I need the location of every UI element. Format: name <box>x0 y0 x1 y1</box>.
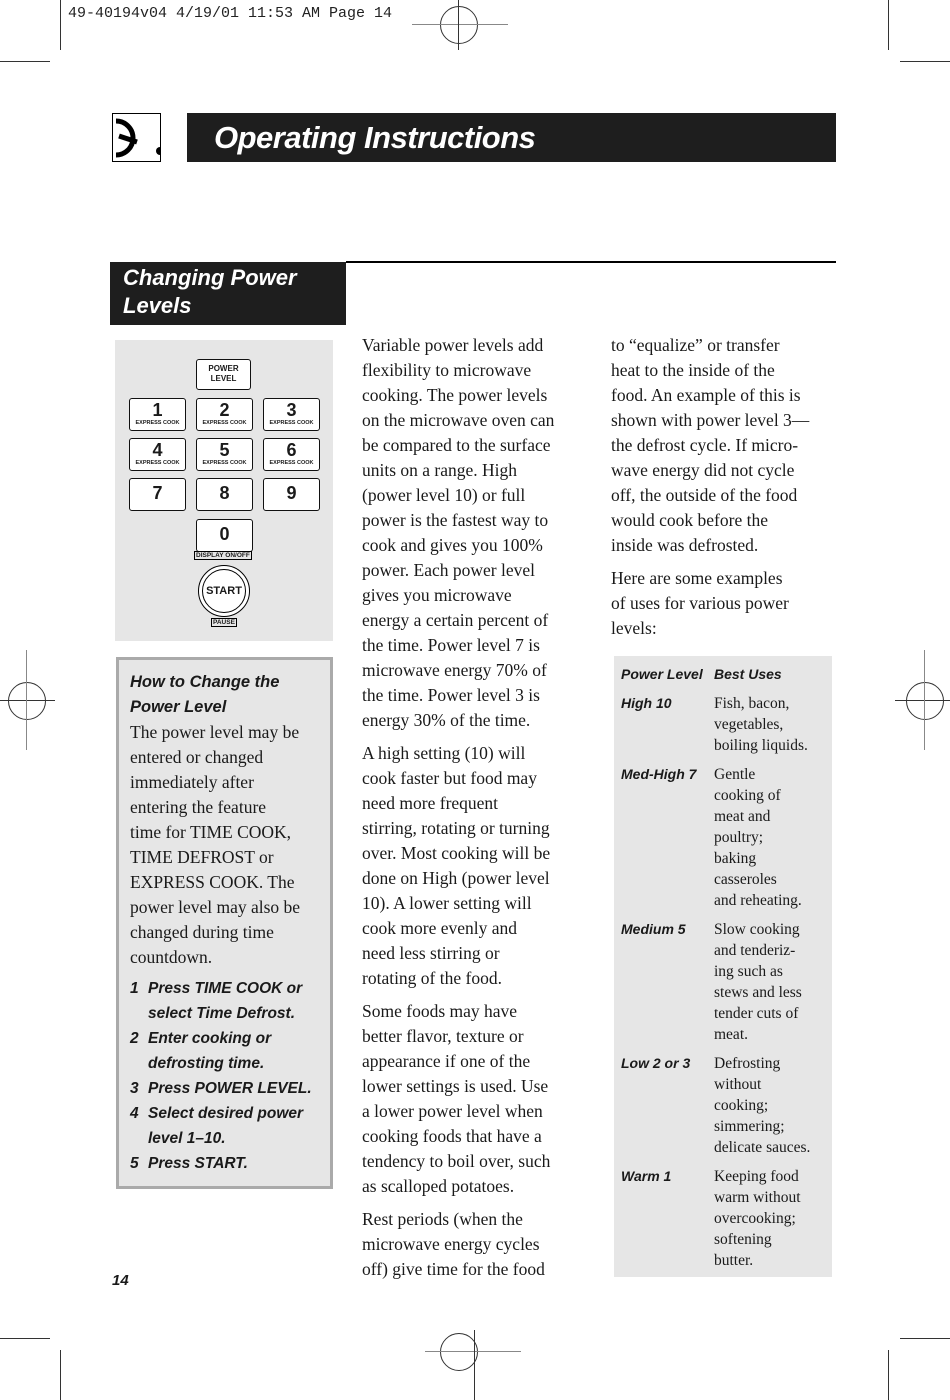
power-level: Med-High 7 <box>621 766 697 782</box>
steps-list <box>130 976 330 1176</box>
column-2 <box>362 333 597 1290</box>
registration-mark <box>906 682 944 720</box>
crop-mark <box>0 1338 50 1339</box>
paragraph: Some foods may have better flavor, texture or appearance if one of the lower settings is used. Use a lower power level when cooking foods that have a tendency to boil over, such as scalloped potatoes. <box>362 1001 551 1196</box>
crop-mark <box>900 1338 950 1339</box>
section-title: Changing Power Levels <box>110 262 346 325</box>
table-row <box>621 919 832 1045</box>
key-1: 1 EXPRESS COOK <box>129 398 186 431</box>
power-level: Medium 5 <box>621 921 686 937</box>
step-item: 2 Enter cooking or defrosting time. <box>130 1030 272 1072</box>
table-header: Power Level Best Uses <box>621 666 782 682</box>
column-3 <box>611 333 841 649</box>
key-6: 6 EXPRESS COOK <box>263 438 320 471</box>
key-0: 0 <box>196 519 253 552</box>
how-to-title: How to Change the Power Level <box>130 673 280 716</box>
best-uses: Keeping food warm without overcooking; softening butter. <box>714 1168 801 1269</box>
power-level-table <box>614 656 832 1277</box>
table-row <box>621 764 832 911</box>
print-slug: 49-40194v04 4/19/01 11:53 AM Page 14 <box>68 5 393 22</box>
key-4: 4 EXPRESS COOK <box>129 438 186 471</box>
key-5: 5 EXPRESS COOK <box>196 438 253 471</box>
start-key: START <box>198 565 250 617</box>
power-level: Warm 1 <box>621 1168 672 1184</box>
key-9: 9 <box>263 478 320 511</box>
paragraph: A high setting (10) will cook faster but food may need more frequent stirring, rotating or turning over. Most cooking will be done on High (power level 10). A lower setting will cook more evenly and need less stirring or rotating of the food. <box>362 743 551 988</box>
power-level: Low 2 or 3 <box>621 1055 691 1071</box>
key-8: 8 <box>196 478 253 511</box>
best-uses: Defrosting without cooking; simmering; delicate sauces. <box>714 1055 811 1156</box>
best-uses: Fish, bacon, vegetables, boiling liquids. <box>714 695 808 754</box>
step-item: 3 Press POWER LEVEL. <box>130 1080 312 1097</box>
power-level-key: POWER LEVEL <box>196 359 251 390</box>
step-item: 5 Press START. <box>130 1155 248 1172</box>
power-level: High 10 <box>621 695 672 711</box>
paragraph: Here are some examples of uses for various power levels: <box>611 568 789 638</box>
crop-mark <box>60 1350 61 1400</box>
page-number: 14 <box>112 1272 129 1289</box>
table-row <box>621 1053 832 1158</box>
page-title: Operating Instructions <box>187 113 836 162</box>
crop-mark <box>888 1350 889 1400</box>
paragraph: Variable power levels add flexibility to microwave cooking. The power levels on the microwave oven can be compared to the surface units on a range. High (power level 10) or full power is the fastest way to cook and gives you 100% power. Each power level gives you microwave energy a certain percent of the time. Power level 7 is microwave energy 70% of the time. Power level 3 is energy 30% of the time. <box>362 335 555 730</box>
registration-mark <box>440 6 478 44</box>
best-uses: Slow cooking and tenderiz- ing such as stews and less tender cuts of meat. <box>714 921 802 1043</box>
how-to-body: The power level may be entered or changed immediately after entering the feature time for TIME COOK, TIME DEFROST or EXPRESS COOK. The power level may also be changed during time countdown. <box>130 722 301 967</box>
step-item: 4 Select desired power level 1–10. <box>130 1105 304 1147</box>
display-label: DISPLAY ON/OFF <box>196 552 250 559</box>
crop-mark <box>888 0 889 50</box>
step-item: 1 Press TIME COOK or select Time Defrost. <box>130 980 303 1022</box>
table-row <box>621 693 832 756</box>
paragraph: Rest periods (when the microwave energy cycles off) give time for the food <box>362 1209 545 1279</box>
table-row <box>621 1166 832 1271</box>
crop-mark <box>0 61 50 62</box>
key-7: 7 <box>129 478 186 511</box>
pause-label: PAUSE <box>213 619 235 626</box>
best-uses: Gentle cooking of meat and poultry; baking casseroles and reheating. <box>714 766 802 909</box>
registration-mark <box>8 682 46 720</box>
paragraph: to “equalize” or transfer heat to the inside of the food. An example of this is shown with power level 3— the defrost cycle. If micro- wave energy did not cycle off, the outside of the food would cook before the inside was defrosted. <box>611 335 810 555</box>
microwave-dial-icon <box>112 113 161 162</box>
section-rule <box>346 261 836 263</box>
crop-mark <box>900 61 950 62</box>
registration-mark <box>440 1333 478 1371</box>
keypad-illustration <box>115 340 333 641</box>
crop-mark <box>60 0 61 50</box>
key-2: 2 EXPRESS COOK <box>196 398 253 431</box>
how-to-box <box>116 657 333 1189</box>
key-3: 3 EXPRESS COOK <box>263 398 320 431</box>
